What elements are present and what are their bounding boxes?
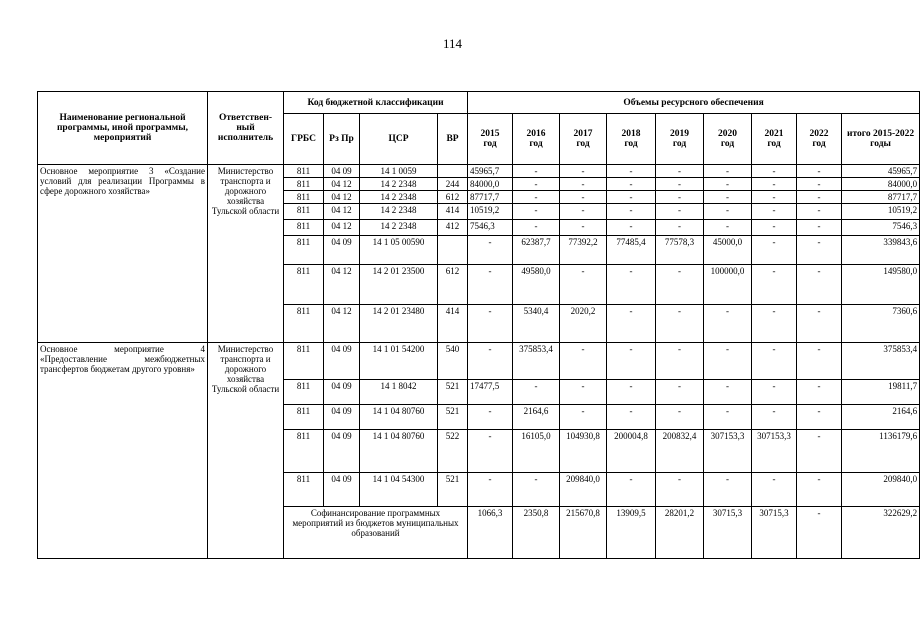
year-value-cell: - (752, 343, 797, 380)
year-value-cell: 2350,8 (513, 507, 560, 559)
csr-cell: 14 1 04 80760 (360, 430, 438, 473)
year-value-cell: 45965,7 (468, 165, 513, 178)
header-executor: Ответствен-ный исполнитель (208, 92, 284, 165)
year-value-cell: - (797, 343, 842, 380)
csr-cell: 14 1 8042 (360, 380, 438, 405)
year-value-cell: - (513, 178, 560, 191)
year-value-cell: 209840,0 (560, 473, 607, 507)
rzpr-cell: 04 12 (324, 305, 360, 343)
year-value-cell: - (656, 178, 704, 191)
year-value-cell: 215670,8 (560, 507, 607, 559)
year-value-cell: - (607, 380, 656, 405)
csr-cell: 14 1 01 54200 (360, 343, 438, 380)
total-cell: 7360,6 (842, 305, 920, 343)
grbs-cell: 811 (284, 265, 324, 305)
year-value-cell: - (607, 405, 656, 430)
year-value-cell: - (797, 236, 842, 265)
year-value-cell: - (560, 265, 607, 305)
rzpr-cell: 04 09 (324, 380, 360, 405)
year-value-cell: - (704, 178, 752, 191)
header-total: итого 2015-2022 годы (842, 114, 920, 165)
year-value-cell: - (656, 220, 704, 236)
year-value-cell: 17477,5 (468, 380, 513, 405)
rzpr-cell: 04 12 (324, 178, 360, 191)
year-value-cell: - (752, 305, 797, 343)
year-value-cell: - (704, 220, 752, 236)
year-value-cell: - (607, 204, 656, 220)
vr-cell: 521 (438, 405, 468, 430)
year-value-cell: - (468, 473, 513, 507)
year-value-cell: 307153,3 (752, 430, 797, 473)
year-value-cell: - (752, 191, 797, 204)
year-value-cell: - (607, 165, 656, 178)
year-value-cell: - (752, 204, 797, 220)
executor-cell: Министерство транспорта и дорожного хозяйства Тульской области (208, 165, 284, 343)
year-value-cell: - (656, 405, 704, 430)
grbs-cell: 811 (284, 405, 324, 430)
table-row (38, 165, 920, 178)
grbs-cell: 811 (284, 430, 324, 473)
vr-cell (438, 165, 468, 178)
year-value-cell: 28201,2 (656, 507, 704, 559)
csr-cell: 14 1 05 00590 (360, 236, 438, 265)
grbs-cell: 811 (284, 165, 324, 178)
year-value-cell: - (704, 305, 752, 343)
year-value-cell: 77392,2 (560, 236, 607, 265)
year-value-cell: 7546,3 (468, 220, 513, 236)
total-cell: 1136179,6 (842, 430, 920, 473)
year-value-cell: - (797, 204, 842, 220)
total-cell: 7546,3 (842, 220, 920, 236)
year-value-cell: - (797, 507, 842, 559)
year-value-cell: - (797, 165, 842, 178)
grbs-cell: 811 (284, 473, 324, 507)
csr-cell: 14 2 2348 (360, 204, 438, 220)
rzpr-cell: 04 09 (324, 236, 360, 265)
total-cell: 45965,7 (842, 165, 920, 178)
year-value-cell: 5340,4 (513, 305, 560, 343)
year-value-cell: - (656, 165, 704, 178)
rzpr-cell: 04 09 (324, 165, 360, 178)
year-value-cell: - (656, 191, 704, 204)
grbs-cell: 811 (284, 380, 324, 405)
grbs-cell: 811 (284, 204, 324, 220)
year-value-cell: 30715,3 (752, 507, 797, 559)
year-value-cell: - (607, 220, 656, 236)
year-value-cell: 2020,2 (560, 305, 607, 343)
year-value-cell: - (752, 165, 797, 178)
grbs-cell: 811 (284, 236, 324, 265)
total-cell: 87717,7 (842, 191, 920, 204)
csr-cell: 14 2 2348 (360, 178, 438, 191)
year-value-cell: - (513, 191, 560, 204)
total-cell: 84000,0 (842, 178, 920, 191)
grbs-cell: 811 (284, 178, 324, 191)
program-name-cell: Основное мероприятие 4 «Предоставление межбюджетных трансфертов бюджетам другого уровня» (38, 343, 208, 559)
year-value-cell: 77485,4 (607, 236, 656, 265)
year-value-cell: - (704, 204, 752, 220)
vr-cell: 522 (438, 430, 468, 473)
year-value-cell: - (607, 178, 656, 191)
header-year: 2019 год (656, 114, 704, 165)
year-value-cell: 13909,5 (607, 507, 656, 559)
header-year: 2016 год (513, 114, 560, 165)
vr-cell: 414 (438, 305, 468, 343)
year-value-cell: - (797, 430, 842, 473)
header-budget-code: Код бюджетной классификации (284, 92, 468, 114)
year-value-cell: - (797, 220, 842, 236)
year-value-cell: - (704, 405, 752, 430)
year-value-cell: - (468, 236, 513, 265)
budget-table (37, 91, 920, 559)
year-value-cell: - (607, 191, 656, 204)
csr-cell: 14 2 01 23480 (360, 305, 438, 343)
total-cell: 10519,2 (842, 204, 920, 220)
header-vr: ВР (438, 114, 468, 165)
year-value-cell: - (752, 178, 797, 191)
csr-cell: 14 1 0059 (360, 165, 438, 178)
year-value-cell: 200004,8 (607, 430, 656, 473)
table-row (38, 343, 920, 380)
year-value-cell: - (607, 343, 656, 380)
header-year: 2020 год (704, 114, 752, 165)
total-cell: 149580,0 (842, 265, 920, 305)
rzpr-cell: 04 09 (324, 430, 360, 473)
year-value-cell: 2164,6 (513, 405, 560, 430)
rzpr-cell: 04 12 (324, 204, 360, 220)
rzpr-cell: 04 09 (324, 405, 360, 430)
year-value-cell: - (752, 220, 797, 236)
year-value-cell: 87717,7 (468, 191, 513, 204)
csr-cell: 14 2 01 23500 (360, 265, 438, 305)
csr-cell: 14 1 04 54300 (360, 473, 438, 507)
year-value-cell: - (607, 305, 656, 343)
year-value-cell: - (513, 165, 560, 178)
year-value-cell: - (607, 473, 656, 507)
year-value-cell: 10519,2 (468, 204, 513, 220)
year-value-cell: 84000,0 (468, 178, 513, 191)
year-value-cell: - (704, 343, 752, 380)
year-value-cell: - (797, 305, 842, 343)
vr-cell: 521 (438, 380, 468, 405)
year-value-cell: - (752, 236, 797, 265)
rzpr-cell: 04 12 (324, 191, 360, 204)
year-value-cell: - (513, 380, 560, 405)
year-value-cell: - (468, 405, 513, 430)
year-value-cell: - (560, 191, 607, 204)
year-value-cell: - (468, 430, 513, 473)
program-name-cell: Основное мероприятие 3 «Создание условий для реализации Программы в сфере дорожного хозяйства» (38, 165, 208, 343)
year-value-cell: - (656, 305, 704, 343)
year-value-cell: 49580,0 (513, 265, 560, 305)
year-value-cell: - (797, 473, 842, 507)
total-cell: 2164,6 (842, 405, 920, 430)
csr-cell: 14 2 2348 (360, 220, 438, 236)
grbs-cell: 811 (284, 343, 324, 380)
rzpr-cell: 04 12 (324, 220, 360, 236)
header-year: 2022 год (797, 114, 842, 165)
year-value-cell: - (656, 204, 704, 220)
year-value-cell: - (656, 265, 704, 305)
header-rzpr: Рз Пр (324, 114, 360, 165)
year-value-cell: 62387,7 (513, 236, 560, 265)
header-year: 2017 год (560, 114, 607, 165)
year-value-cell: 200832,4 (656, 430, 704, 473)
vr-cell: 414 (438, 204, 468, 220)
year-value-cell: - (607, 265, 656, 305)
rzpr-cell: 04 12 (324, 265, 360, 305)
total-cell: 375853,4 (842, 343, 920, 380)
csr-cell: 14 1 04 80760 (360, 405, 438, 430)
year-value-cell: 375853,4 (513, 343, 560, 380)
year-value-cell: - (704, 473, 752, 507)
year-value-cell: - (468, 305, 513, 343)
year-value-cell: - (797, 178, 842, 191)
year-value-cell: 30715,3 (704, 507, 752, 559)
total-cell: 19811,7 (842, 380, 920, 405)
grbs-cell: 811 (284, 220, 324, 236)
year-value-cell: - (797, 191, 842, 204)
year-value-cell: - (656, 343, 704, 380)
year-value-cell: - (560, 204, 607, 220)
header-year: 2018 год (607, 114, 656, 165)
rzpr-cell: 04 09 (324, 343, 360, 380)
header-year: 2021 год (752, 114, 797, 165)
executor-cell: Министерство транспорта и дорожного хозяйства Тульской области (208, 343, 284, 559)
year-value-cell: 307153,3 (704, 430, 752, 473)
year-value-cell: - (560, 380, 607, 405)
header-program-name: Наименование региональной программы, иной программы, мероприятий (38, 92, 208, 165)
vr-cell: 612 (438, 191, 468, 204)
total-cell: 209840,0 (842, 473, 920, 507)
year-value-cell: 104930,8 (560, 430, 607, 473)
vr-cell: 244 (438, 178, 468, 191)
year-value-cell: - (704, 380, 752, 405)
year-value-cell: - (752, 265, 797, 305)
year-value-cell: - (752, 405, 797, 430)
cofinancing-label: Софинансирование программных мероприятий из бюджетов муниципальных образований (284, 507, 468, 559)
year-value-cell: 45000,0 (704, 236, 752, 265)
year-value-cell: - (752, 473, 797, 507)
vr-cell (438, 236, 468, 265)
vr-cell: 412 (438, 220, 468, 236)
vr-cell: 612 (438, 265, 468, 305)
year-value-cell: - (468, 265, 513, 305)
year-value-cell: - (560, 405, 607, 430)
csr-cell: 14 2 2348 (360, 191, 438, 204)
year-value-cell: - (560, 165, 607, 178)
year-value-cell: 1066,3 (468, 507, 513, 559)
header-year: 2015 год (468, 114, 513, 165)
rzpr-cell: 04 09 (324, 473, 360, 507)
year-value-cell: 77578,3 (656, 236, 704, 265)
grbs-cell: 811 (284, 191, 324, 204)
year-value-cell: - (656, 380, 704, 405)
year-value-cell: - (752, 380, 797, 405)
year-value-cell: - (560, 178, 607, 191)
year-value-cell: 16105,0 (513, 430, 560, 473)
grbs-cell: 811 (284, 305, 324, 343)
year-value-cell: - (797, 405, 842, 430)
year-value-cell: - (468, 343, 513, 380)
vr-cell: 540 (438, 343, 468, 380)
page-number: 114 (442, 36, 463, 51)
year-value-cell: - (797, 265, 842, 305)
header-csr: ЦСР (360, 114, 438, 165)
vr-cell: 521 (438, 473, 468, 507)
year-value-cell: - (704, 191, 752, 204)
table-body (38, 165, 920, 559)
year-value-cell: 100000,0 (704, 265, 752, 305)
total-cell: 322629,2 (842, 507, 920, 559)
year-value-cell: - (513, 473, 560, 507)
year-value-cell: - (560, 220, 607, 236)
header-resources: Объемы ресурсного обеспечения (468, 92, 920, 114)
year-value-cell: - (560, 343, 607, 380)
header-grbs: ГРБС (284, 114, 324, 165)
total-cell: 339843,6 (842, 236, 920, 265)
year-value-cell: - (656, 473, 704, 507)
year-value-cell: - (513, 220, 560, 236)
year-value-cell: - (797, 380, 842, 405)
year-value-cell: - (513, 204, 560, 220)
year-value-cell: - (704, 165, 752, 178)
